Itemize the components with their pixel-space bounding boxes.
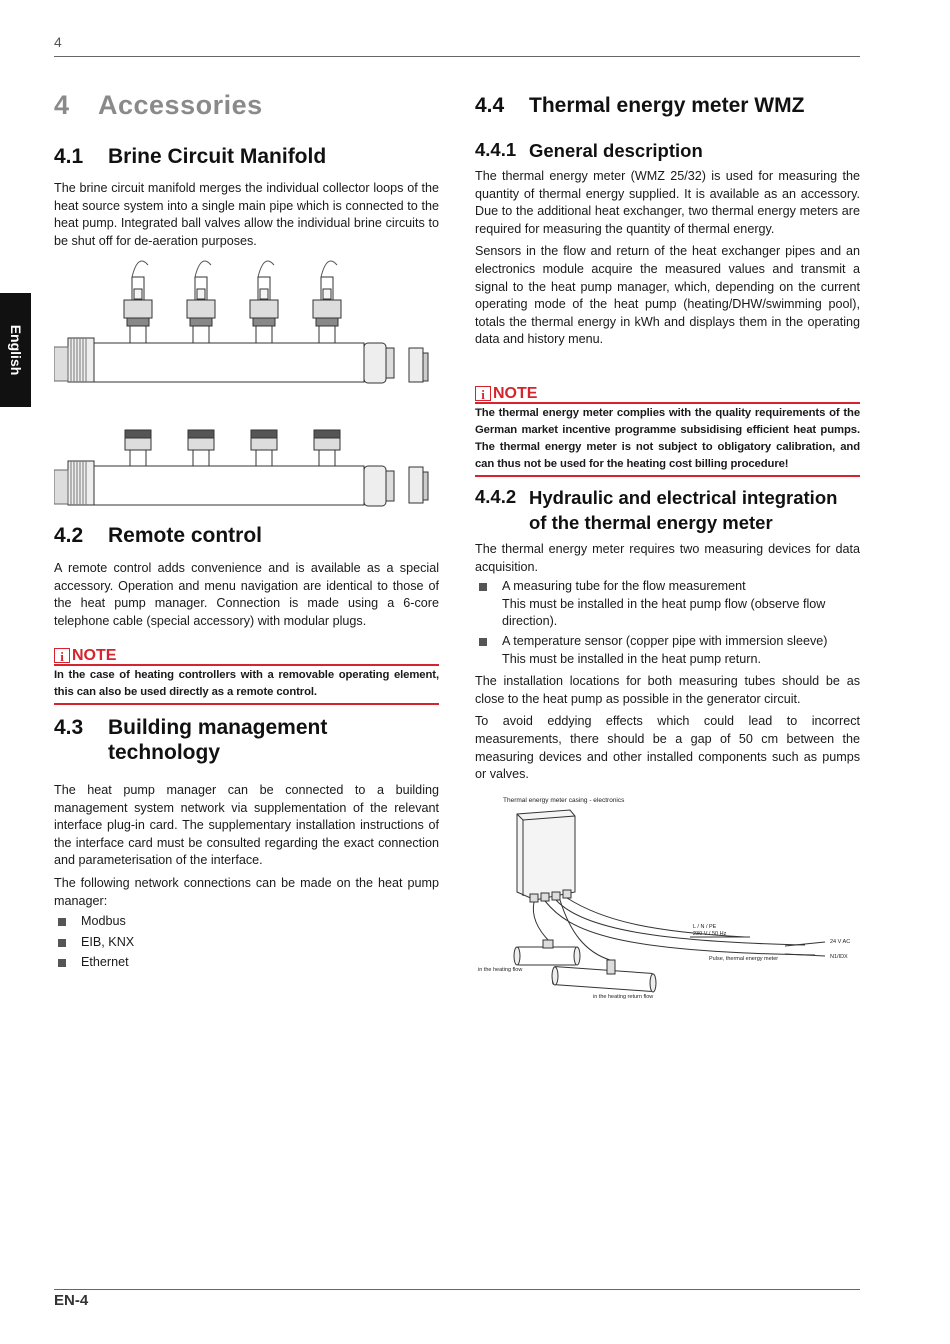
chapter-heading	[54, 90, 439, 121]
note-label: NOTE	[72, 647, 117, 664]
chapter-title: Accessories	[98, 90, 263, 120]
section-number: 4.3	[54, 716, 84, 739]
label-24vac: 24 V AC	[830, 939, 851, 945]
section-4-2-heading	[54, 524, 439, 549]
label-heating-return: in the heating return flow	[593, 994, 654, 1000]
section-4-4-2-body-3: To avoid eddying effects which could lead to incorrect measurements, there should be a gap of 50 cm between the measuring devices and other installed components such as pumps or valves.	[475, 714, 860, 782]
section-4-1-heading	[54, 145, 439, 170]
list-item: Modbus	[54, 913, 439, 931]
note-box-energy-meter	[475, 383, 860, 477]
page-label-bottom: EN-4	[54, 1292, 89, 1309]
subsection-number: 4.4.1	[475, 139, 517, 160]
section-title: Building management technology	[108, 716, 328, 764]
section-4-4-2-body-1: The thermal energy meter requires two measuring devices for data acquisition.	[475, 542, 860, 574]
section-title: Brine Circuit Manifold	[108, 145, 327, 168]
label-n1idx: N1/IDX	[830, 954, 848, 960]
label-230v: 230 V / 50 Hz	[693, 931, 727, 937]
note-text: The thermal energy meter complies with the quality requirements of the German market incentive programme subsidising efficient heat pumps. The thermal energy meter is not subject to obligatory calibration, and can thus not be used for the heating cost billing procedure!	[475, 404, 860, 477]
measuring-devices-list	[475, 578, 860, 668]
list-item-main: A temperature sensor (copper pipe with immersion sleeve)	[502, 633, 828, 648]
brine-manifold-illustration	[54, 255, 439, 510]
section-4-2-body: A remote control adds convenience and is available as a special accessory. Operation and menu navigation are identical to those of the heat pump manager. Connection is made using a 6-core telephone cable (special accessory) with modular plugs.	[54, 561, 439, 628]
section-number: 4.4	[475, 94, 505, 117]
list-item-sub: This must be installed in the heat pump return.	[502, 651, 762, 666]
list-item	[475, 578, 860, 631]
network-connections-list	[54, 913, 439, 972]
section-4-3-heading	[54, 716, 439, 766]
language-side-tab	[0, 293, 31, 407]
info-icon: i	[54, 648, 70, 663]
header-rule	[54, 56, 860, 57]
diagram-caption: Thermal energy meter casing - electronics	[503, 797, 625, 804]
chapter-number: 4	[54, 90, 70, 120]
subsection-title: Hydraulic and electrical integration of the thermal energy meter	[529, 487, 838, 533]
section-4-4-1-body-1: The thermal energy meter (WMZ 25/32) is used for measuring the quantity of thermal energy supplied. It is available as an accessory. Due to the additional heat exchanger, two thermal energy meters are required for measuring the quantity of thermal energy.	[475, 169, 860, 236]
section-4-1-body: The brine circuit manifold merges the individual collector loops of the heat source system into a single main pipe which is connected to the heat pump. Integrated ball valves allow the individual brine circuits to be shut off for de-aeration purposes.	[54, 181, 439, 248]
section-4-3-body-1: The heat pump manager can be connected to a building management system network via supplementation of the relevant interface plug-in card. The supplementary installation instructions of the interface card must be consulted regarding the exact connection and parameterisation of the interface.	[54, 783, 439, 868]
list-item-sub: This must be installed in the heat pump flow (observe flow direction).	[502, 596, 826, 629]
info-icon: i	[475, 386, 491, 401]
section-4-4-2-heading	[475, 486, 860, 535]
section-4-3-body-2: The following network connections can be made on the heat pump manager:	[54, 875, 439, 908]
note-text: In the case of heating controllers with a removable operating element, this can also be used directly as a remote control.	[54, 666, 439, 705]
note-box-remote	[54, 645, 439, 705]
section-number: 4.2	[54, 524, 84, 547]
page-number-top: 4	[54, 34, 62, 50]
section-4-4-1-body-2: Sensors in the flow and return of the heat exchanger pipes and an electronics module acquire the measured values and transmit a signal to the heat pump manager, which, depending on the current operating mode of the heat pump (heating/DHW/swimming pool), totals the thermal energy in kWh and displays them in the operating data and history menu.	[475, 244, 860, 347]
label-heating-flow: in the heating flow	[478, 967, 523, 973]
list-item: EIB, KNX	[54, 934, 439, 952]
list-item: Ethernet	[54, 954, 439, 972]
thermal-energy-meter-diagram	[475, 792, 860, 1007]
section-title: Thermal energy meter WMZ	[529, 94, 805, 117]
section-number: 4.1	[54, 145, 84, 168]
footer-rule	[54, 1289, 860, 1290]
section-4-4-heading	[475, 94, 860, 119]
subsection-title: General description	[529, 140, 703, 161]
section-4-4-1-heading	[475, 139, 860, 164]
list-item	[475, 633, 860, 668]
label-lnpe: L / N / PE	[693, 924, 717, 930]
list-item-main: A measuring tube for the flow measurement	[502, 579, 746, 594]
section-4-4-2-body-2: The installation locations for both measuring tubes should be as close to the heat pump as possible in the generator circuit.	[475, 674, 860, 706]
subsection-number: 4.4.2	[475, 486, 517, 507]
label-pulse: Pulse, thermal energy meter	[709, 956, 779, 962]
section-title: Remote control	[108, 524, 263, 547]
note-label: NOTE	[493, 385, 538, 402]
language-side-tab-label: English	[7, 324, 24, 376]
